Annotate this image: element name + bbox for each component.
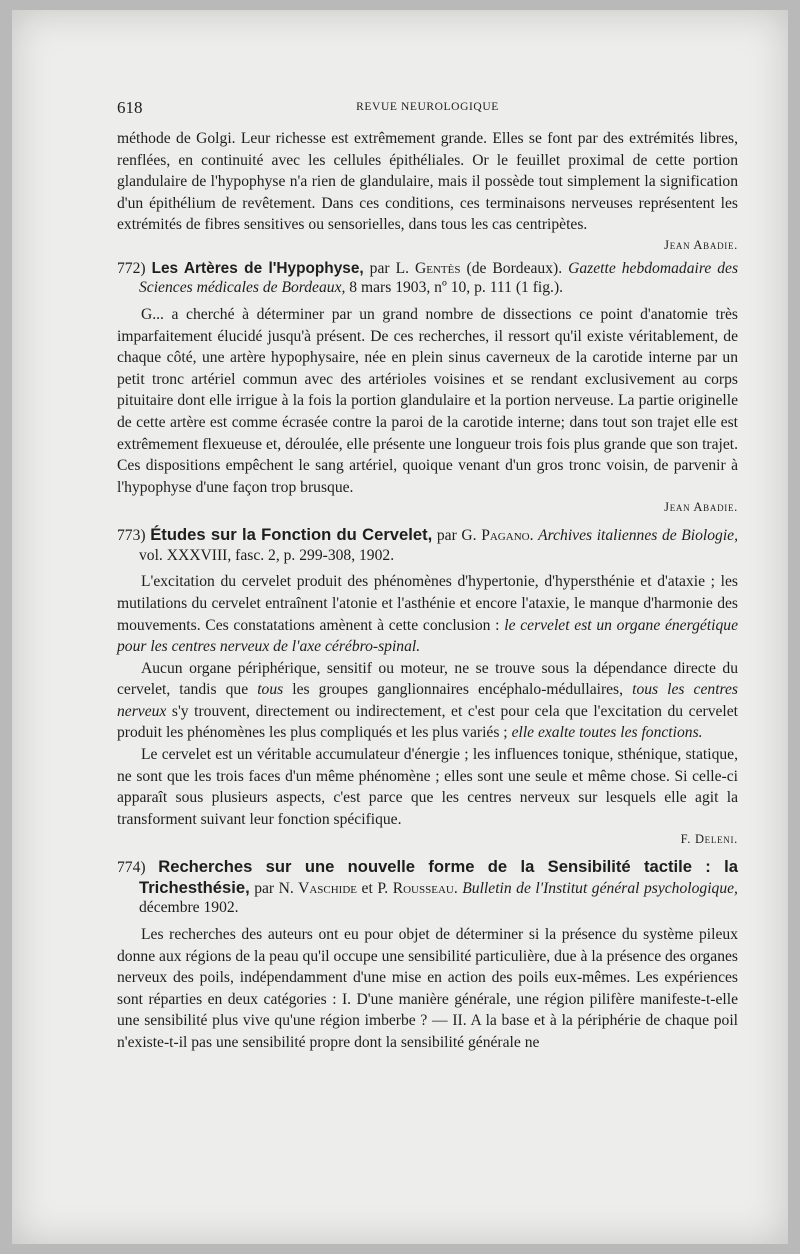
entry-772-by: par	[369, 259, 390, 277]
entry-774-details: décembre 1902.	[139, 899, 239, 917]
entry-773-details: vol. XXXVIII, fasc. 2, p. 299-308, 1902.	[139, 546, 395, 564]
entry-773-p2-a: Aucun organe périphérique, sensitif ou moteur, ne se trouve sous la dépendance directe du cervelet, tandis que	[117, 659, 738, 699]
entry-773-p2-it2: tous les centres nerveux	[117, 681, 739, 720]
entry-774-title: Recherches sur une nouvelle forme de la Sensibilité tactile : la Trichesthésie,	[139, 857, 738, 897]
entry-772-affiliation: (de Bordeaux).	[466, 259, 563, 277]
entry-774-and: et	[361, 879, 373, 897]
entry-774-by: par	[254, 879, 275, 897]
entry-773-author: G. Pagano.	[461, 527, 534, 545]
entry-773-heading	[117, 525, 738, 565]
scanned-page	[12, 10, 788, 1244]
entry-774-number: 774)	[117, 859, 146, 877]
page-number: 618	[117, 98, 143, 117]
entry-774-journal: Bulletin de l'Institut général psychologique,	[462, 879, 738, 897]
entry-773-paragraph-3: Le cervelet est un véritable accumulateur d'énergie ; les influences tonique, sthénique, statique, ne sont que les trois faces d'un même phénomène ; elles sont une seule et même chose. Si celle-ci apparaît sous plusieurs aspects, c'est parce que les centres nerveux sur lesquels elle agit la transforment suivant leur fonction spécifique.	[117, 746, 738, 828]
entry-773-p2-c: s'y trouvent, directement ou indirectement, et c'est pour cela que l'excitation du cervelet produit les phénomènes les plus compliqués et les plus variés ;	[117, 702, 738, 742]
entry-772-journal: Gazette hebdomadaire des Sciences médicales de Bordeaux,	[139, 259, 739, 297]
entry-774-author-1: N. Vaschide	[278, 879, 358, 897]
entry-773-number: 773)	[117, 527, 146, 545]
entry-773-p1-conclusion: le cervelet est un organe énergétique pour les centres nerveux de l'axe cérébro-spinal.	[117, 616, 738, 656]
entry-773-by: par	[436, 527, 457, 545]
entry-773-signature: F. Deleni.	[680, 832, 738, 847]
entry-772-body: G... a cherché à déterminer par un grand nombre de dissections ce point d'anatomie très imparfaitement élucidé jusqu'à présent. De ces recherches, il ressort qu'il existe véritablement, de chaque côté, une artère hypophysaire, née en plein sinus caverneux de la carotide interne par un petit tronc artériel commun avec des artérioles voisines et se rendant exclusivement au corps pituitaire dont elle irrigue à la fois la portion glandulaire et la portion nerveuse. La partie originelle de cette artère est comme écrasée contre la paroi de la carotide interne; dans tout son trajet elle est extrêmement flexueuse et, déroulée, elle présente une longueur trois fois plus grande que son trajet. Ces dispositions empêchent le sang artériel, quoique venant d'un gros tronc voisin, de parvenir à l'hypophyse d'une façon trop brusque.	[117, 305, 738, 496]
entry-772-author: L. Gentès	[395, 259, 461, 277]
entry-773-paragraph-1	[117, 571, 738, 657]
page-content	[117, 98, 738, 1054]
entry-773-paragraph-2	[117, 658, 738, 744]
entry-773-title: Études sur la Fonction du Cervelet,	[150, 525, 433, 545]
running-title: REVUE NEUROLOGIQUE	[356, 101, 499, 113]
intro-signature: Jean Abadie.	[664, 237, 738, 252]
entry-774-heading	[117, 857, 738, 918]
entry-773-p2-it3: elle exalte toutes les fonctions.	[511, 724, 703, 742]
entry-772-number: 772)	[117, 259, 146, 277]
intro-paragraph: méthode de Golgi. Leur richesse est extrêmement grande. Elles se font par des extrémités libres, renflées, en continuité avec les cellules épithéliales. Or le feuillet proximal de cette portion glandulaire de l'hypophyse n'a rien de glandulaire, mais il possède tout simplement la signification d'un épithélium de revêtement. Dans ces conditions, ces terminaisons nerveuses représentent les extrémités de fibres sensitives ou sensorielles, dans tous les cas centripètes.	[117, 130, 738, 234]
entry-773-journal: Archives italiennes de Biologie,	[538, 527, 739, 545]
entry-772-details: 8 mars 1903, nº 10, p. 111 (1 fig.).	[349, 279, 564, 297]
entry-773-p1-text: L'excitation du cervelet produit des phénomènes d'hypertonie, d'hypersthénie et d'ataxie ; les mutilations du cervelet entraînent l'atonie et l'asthénie et encore l'ataxie, le manque d'harmonie des mouvements. Ces constatations amènent à cette conclusion :	[117, 573, 738, 634]
entry-774-body: Les recherches des auteurs ont eu pour objet de déterminer si la présence du système pileux donne aux régions de la peau qu'il occupe une sensibilité particulière, due à la présence des organes nerveux des poils, indépendamment d'une mise en action des poils eux-mêmes. Les expériences sont réparties en deux catégories : I. D'une manière générale, une région pilifère manifeste-t-elle une sensibilité plus vive qu'une région imberbe ? — II. A la base et à la périphérie de chaque poil n'existe-t-il pas une sensibilité propre dont la sensibilité générale ne	[117, 925, 738, 1051]
entry-773-p2-b: les groupes ganglionnaires encéphalo-médullaires,	[292, 681, 624, 699]
entry-774-author-2: P. Rousseau.	[377, 879, 458, 897]
entry-772-title: Les Artères de l'Hypophyse,	[151, 259, 364, 277]
entry-773-p2-it1: tous	[257, 681, 284, 699]
entry-772-heading	[117, 259, 738, 298]
page-header	[117, 98, 738, 122]
entry-772-signature: Jean Abadie.	[664, 500, 738, 515]
